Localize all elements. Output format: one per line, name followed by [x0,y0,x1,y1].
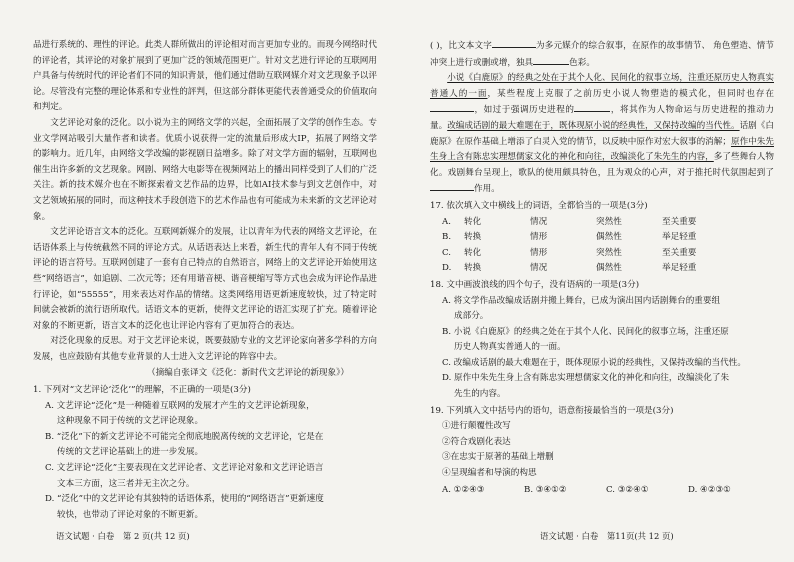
sentence-item-1: ①进行颠覆性改写 [442,421,511,432]
wavy-sentence-d: 原作中朱先生身上含有陈忠实理想儒家文化的神化和向往，改编淡化了朱先生的内容， [430,136,774,163]
passage-paragraph: 文艺评论对象的泛化。以小说为主的网络文学的兴起，全面拓展了文学的创作生态。专业文学网站吸引大量作者和读者。优质小说获得一定的流量后形成大IP，拓展了网络文学的影响力。近几年，由网络文学改编的影视剧日益增多。除了对文学方面的辐射，互联网也催生出许多新的文艺现象。网剧、网络大电影等在视频网站上的播出同样受到了人们的广泛关注。新的技术媒介也在不断探索着文艺作品的边界，比如AI技术参与到文艺创作中，对文艺领域拓展的同时，而这种技术手段创造下的艺术作品也有可能成为未来新的文艺评论对象。 [33,117,377,222]
option-a-cont: 这种现象不同于传统的文艺评论现象。 [57,416,204,427]
question-17 [430,199,774,277]
option-b-cont: 传统的文艺评论基础上的进一步发展。 [57,447,204,458]
question-stem: 17. 依次填入文中横线上的词语，全都恰当的一项是(3分) [430,200,648,211]
option-word: 转化 [464,247,482,258]
passage-source: （摘编自张译文《泛化：新时代文艺评论的新现象》） [147,368,349,379]
option-letter: B. [442,232,452,243]
option-row-b [430,230,774,246]
sentence-item-2: ②符合戏剧化表达 [442,436,511,447]
answer-options [430,483,774,499]
text-run: 角色塑造、情节冲突上进行或删或增，独具 [430,41,774,68]
question-18 [430,278,774,403]
option-row-c [430,246,774,262]
passage-paragraph [430,71,774,198]
passage-paragraph: 文艺评论语言文本的泛化。互联网新媒介的发展，让以青年为代表的网络文艺评论，在话语体系上与传统截然不同的评论方式。从话语表达上来看，新生代的青年人有不同于传统评论的语言符号。互联网创建了一套有自己特点的自然语言，网络上的文艺评论开始使用这些“网络语言”，如追剧、二次元等；还有用谐音梗、谐音梗缩写等方式也会成为评论作品进行评论，如“55555”，用来表达对作品的情绪。这类网络用语更新速度较快，过了特定时间就会被新的流行语所取代。话语文本的更新，使得文艺评论的语汇实现了扩充。随着评论对象的不断更新，语言文本的泛化也让评论内容有了更加符合的表达。 [33,227,377,331]
text-run: ，将其作为人物命运与历史进程的推动力量。 [430,105,774,131]
passage-paragraph: 品进行系统的、理性的评论。此类人群所做出的评论相对而言更加专业的。而现今网络时代的评论者，其评论的对象扩展到了更加广泛的领域范围更广。针对文艺进行评论的互联网用户具备与传统时代的评论者们不同的知识背景，他们通过借助互联网媒介对文艺现象予以评论。尽管没有完整的理论体系和专业性的評判，但这部分群体更能代表普通受众的价值取向和判定。 [33,40,377,113]
option-c-cont: 文本三方面，这三者并无主次之分。 [57,478,195,489]
option-word: 情形 [530,247,548,258]
fill-blank [533,55,569,65]
footer-subject: 语文试题 · 白卷 [540,531,599,541]
option-a: A. 将文学作品改编成话剧并搬上舞台，已成为演出国内话剧舞台的重要组 [442,295,721,306]
sentence-item-3: ③在忠实于原著的基础上增删 [442,452,554,463]
fill-blank [430,181,474,191]
option-word: 至关重要 [662,247,697,258]
option-word: 举足轻重 [662,263,697,274]
option-d-cont: 较快，也带动了评论对象的不断更新。 [57,509,204,520]
option-letter: A. [442,216,451,227]
question-19 [430,404,774,499]
text-run: 为多元媒介的综合叙事，在原作的故事情节、 [535,41,711,51]
option-word: 情况 [530,216,548,227]
option-letter: D. [442,263,452,274]
text-run: 多了些舞台人物化。戏剧舞台呈现上，歌队的使用颇具特色，且为观众的心声，对于推托时代氛围起到了 [430,152,774,178]
sentence-item-4: ④呈现编者和导演的构思 [442,468,537,479]
option-d: D. ④②③① [688,484,731,495]
option-word: 转化 [464,216,482,227]
option-row-d [430,261,774,277]
footer-page-number: 第 2 页(共 12 页) [122,531,190,541]
option-a: A. 文艺评论“泛化”是一种随着互联网的发展才产生的文艺评论新现象， [45,400,315,411]
option-word: 突然性 [596,247,622,258]
page-footer-right [540,530,680,542]
option-b: B. “泛化”下的新文艺评论不可能完全彻底地脱离传统的文艺评论，它是在 [45,431,324,442]
option-a-cont: 成部分。 [454,311,489,322]
option-word: 情况 [530,263,548,274]
wavy-sentence-c: 改编成话剧的最大难题在于，既体现原小说的经典性，又保持改编的当代性。 [447,120,740,131]
option-d: D. 原作中朱先生身上含有陈忠实理想儒家文化的神化和向往，改编淡化了朱 [442,373,730,384]
option-word: 至关重要 [662,216,697,227]
text-run: 作用。 [474,184,500,195]
option-c: C. 改编成话剧的最大难题在于，既体现原小说的经典性，又保持改编的当代性。 [442,357,746,368]
option-a: A. ①②④③ [442,484,485,495]
question-stem: 18. 文中画波浪线的四个句子，没有语病的一项是(3分) [430,279,640,290]
option-d-cont: 先生的内容。 [454,389,506,400]
text-run: ，如过于强调历史进程的 [474,105,575,116]
option-word: 情形 [530,232,548,243]
option-letter: C. [442,247,452,258]
option-b-cont: 历史人物真实普通人的一面。 [454,342,566,353]
text-run: ，某些程度上克服了之前历史小说人物塑造的模式化，但同时也存在 [487,88,774,99]
option-row-a [430,215,774,231]
option-word: 转换 [464,232,482,243]
option-word: 偶然性 [596,232,622,243]
option-word: 举足轻重 [662,232,697,243]
passage-paragraph: 对泛化现象的反思。对于文艺评论来说，既要鼓励专业的文艺评论家向著多学科的方向发展，也应鼓励有其他专业背景的人士进入文艺评论的阵容中去。 [33,336,377,362]
option-b: B. ③④①② [524,484,567,495]
option-b: B. 小说《白鹿原》的经典之处在于其个人化、民间化的叙事立场，注重还原 [442,326,729,337]
option-word: 突然性 [596,216,622,227]
wavy-sentence-b: 小说《白鹿原》的经典之处在于其个人化、民间化的叙事立场，注重还原历史人物真实普通人的一面 [430,73,774,99]
option-c: C. 文艺评论“泛化”主要表现在文艺评论者、文艺评论对象和文艺评论语言 [45,463,324,474]
footer-subject: 语文试题 · 白卷 [56,531,115,541]
text-run: 话剧《白鹿原》在原作基础上增添了白灵入党的情节，以反映中原作对宏大叙事的消解； [430,120,774,147]
bracket-blank: ( )，比文本文字 [430,41,492,51]
text-run: 色彩。 [569,57,595,68]
page-footer-left [56,530,196,542]
right-page [430,38,774,498]
left-page [33,38,377,523]
option-word: 偶然性 [596,263,622,274]
option-c: C. ③②④① [606,484,649,495]
question-stem: 1. 下列对“文艺评论‘泛化’”的理解，不正确的一项是(3分) [33,385,251,396]
footer-page-number: 第11页(共 12 页) [606,531,674,541]
option-word: 转换 [464,263,482,274]
fill-blank [430,102,474,112]
option-d: D. “泛化”中的文艺评论有其独特的话语体系，使用的“网络语言”更新速度 [45,494,324,505]
fill-blank [492,38,536,48]
fill-blank [574,102,610,112]
passage-paragraph [430,38,774,71]
question-1 [33,383,377,523]
question-stem: 19. 下列填入文中括号内的语句，语意衔接最恰当的一项是(3分) [430,405,674,416]
